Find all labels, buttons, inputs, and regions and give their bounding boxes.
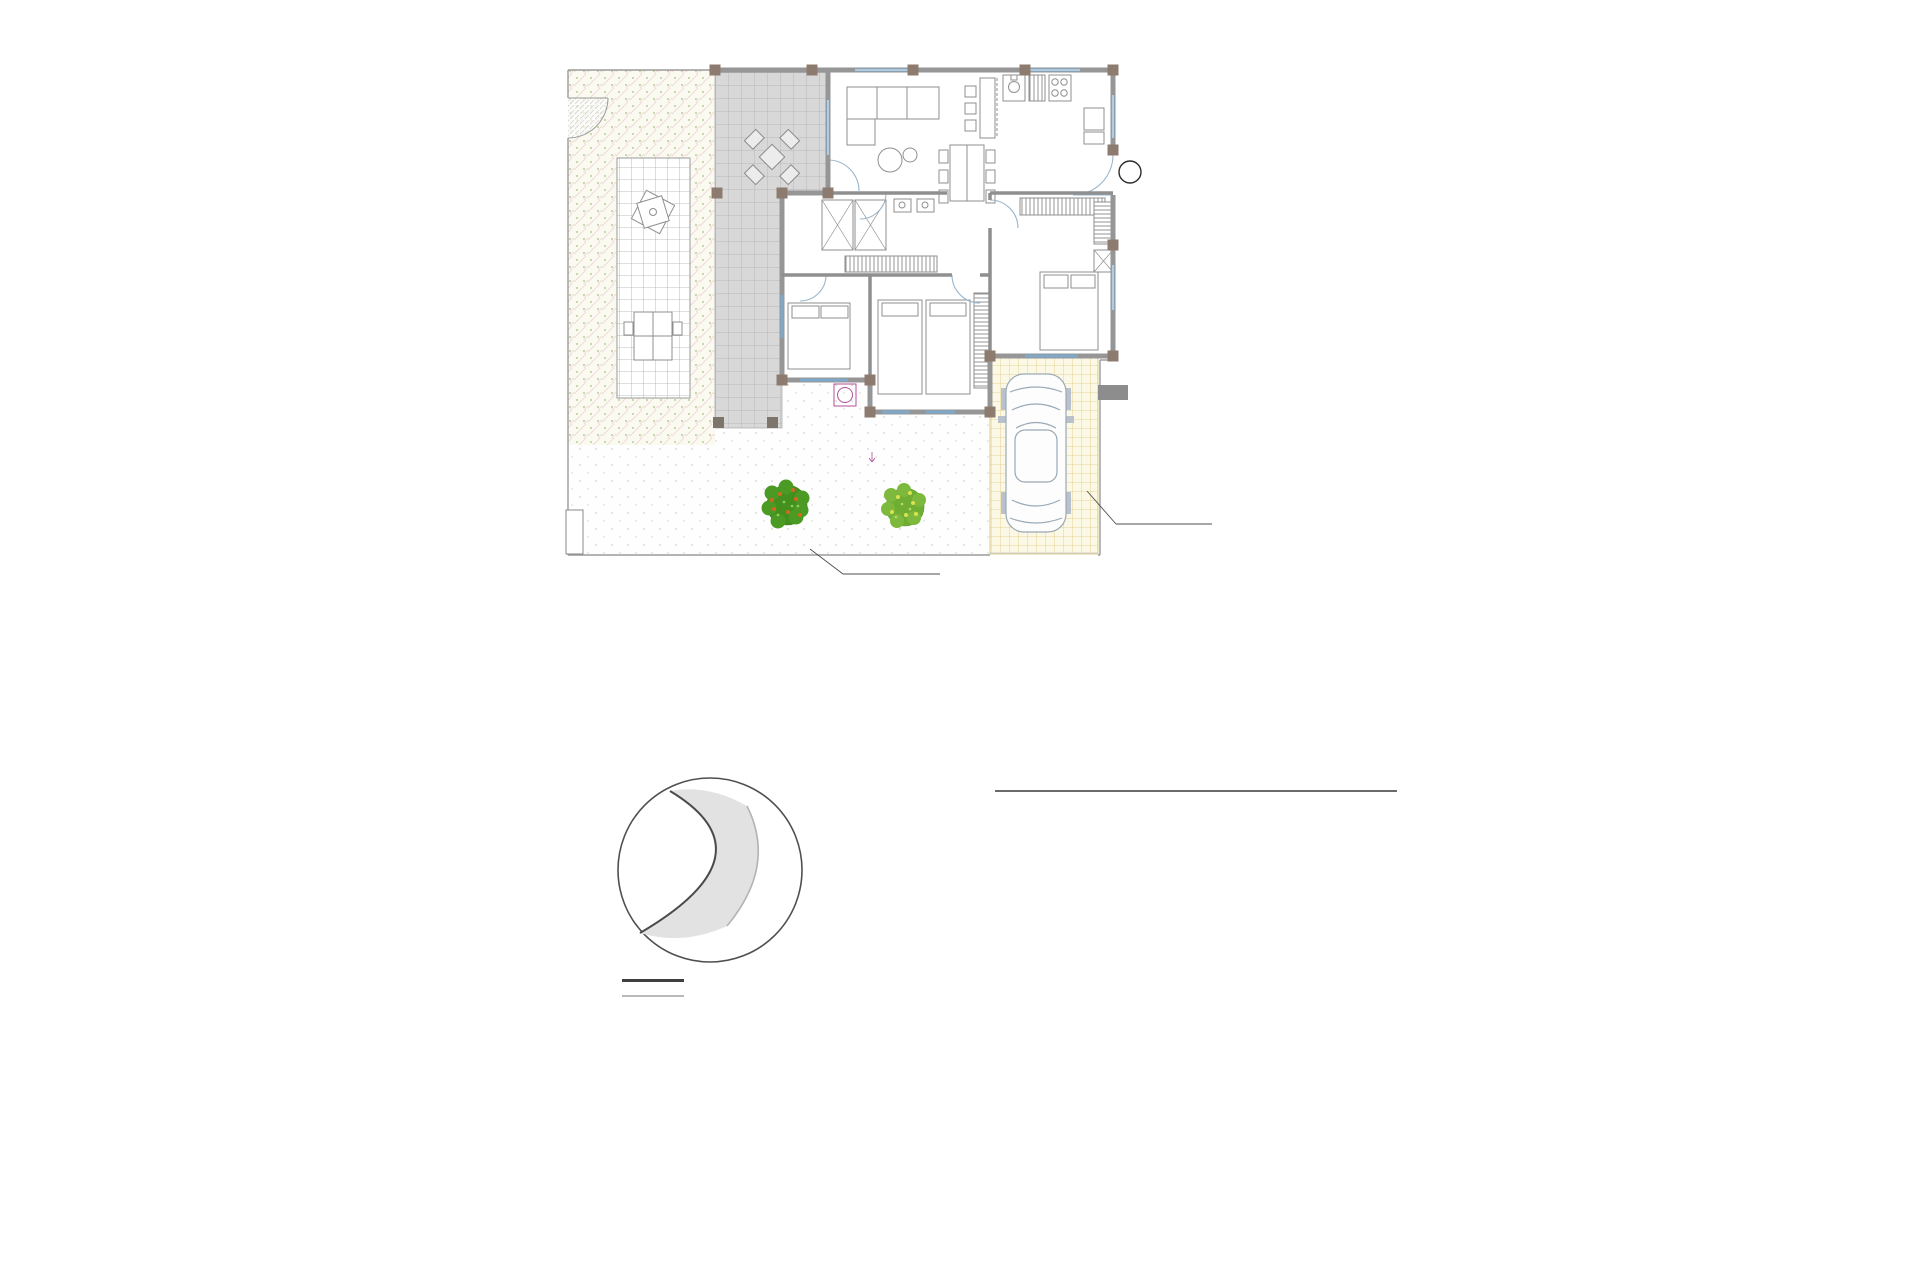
fridge <box>1084 108 1104 130</box>
details-table <box>995 782 1397 923</box>
table-row <box>995 803 1397 827</box>
sun-legend <box>622 972 698 1004</box>
sun-path-diagram <box>595 768 825 983</box>
table-row <box>995 851 1397 875</box>
row-label <box>995 875 1268 899</box>
closet <box>845 256 937 272</box>
row-label <box>995 851 1268 875</box>
sun-crescent <box>640 789 758 938</box>
winter-line-swatch <box>622 995 684 997</box>
legend-winter <box>622 988 698 1004</box>
hob <box>1049 75 1071 101</box>
sofa <box>847 87 939 119</box>
coffee-table <box>878 148 902 172</box>
row-label <box>995 827 1268 851</box>
agua-box <box>566 510 583 554</box>
car <box>998 374 1074 532</box>
table-row <box>995 875 1397 899</box>
table-row <box>995 827 1397 851</box>
garden-patio <box>617 158 690 398</box>
summer-line-swatch <box>622 979 684 982</box>
row-label <box>995 803 1268 827</box>
boundary-wall-stub <box>1098 385 1128 400</box>
closet <box>1020 198 1105 215</box>
legend-summer <box>622 972 698 988</box>
row-label <box>995 899 1268 923</box>
floor-plan <box>560 60 1240 580</box>
dining-table <box>939 145 995 203</box>
table-row <box>995 899 1397 923</box>
section-marker-a <box>1119 161 1141 183</box>
details-header <box>995 782 1397 792</box>
closet <box>1094 202 1113 244</box>
